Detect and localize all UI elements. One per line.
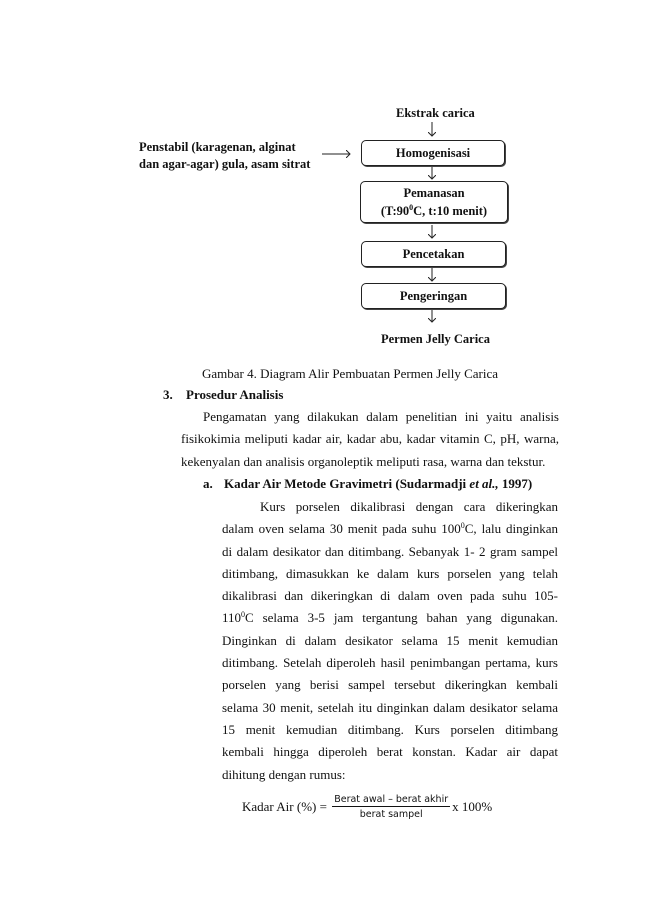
sub-line-9: porselen yang berisi sampel tersebut dikeringkan kembali (222, 677, 558, 693)
sub-line-8: ditimbang. Setelah diperoleh hasil penimbangan pertama, kurs (222, 655, 558, 671)
formula-rhs: x 100% (452, 799, 493, 814)
flow-step-pengeringan-label: Pengeringan (399, 289, 468, 303)
flow-side-input-line2: dan agar-agar) gula, asam sitrat (139, 157, 311, 171)
subsection-title: Kadar Air Metode Gravimetri (Sudarmadji et al., 1997) (224, 476, 533, 491)
flow-step-homogenisasi-label: Homogenisasi (395, 146, 471, 160)
section-line-1: Pengamatan yang dilakukan dalam penelitian ini yaitu analisis (203, 409, 559, 424)
sub-line-3: di dalam desikator dan ditimbang. Sebanyak 1- 2 gram sampel (222, 543, 558, 559)
flow-step-pemanasan-params: ($T:90^0C$, t:10 menit) (380, 203, 488, 218)
figure-caption: Gambar 4. Diagram Alir Pembuatan Permen Jelly Carica (202, 366, 499, 381)
flow-step-pemanasan (360, 181, 508, 223)
sub-line-4: ditimbang, dimasukkan ke dalam kurs porselen yang telah (222, 565, 558, 581)
flow-step-pengeringan (361, 283, 506, 309)
subsection-heading (203, 476, 532, 492)
flow-top-label: Ekstrak carica (396, 106, 475, 120)
formula-lhs: Kadar Air (%) = (242, 799, 331, 814)
flow-bottom-label: Permen Jelly Carica (381, 332, 490, 346)
subsection-letter: a. (203, 476, 213, 491)
flow-step-pencetakan (361, 241, 506, 267)
sub-line-11: 15 menit kemudian ditimbang. Kurs porselen ditimbang (222, 721, 558, 737)
section-paragraph (181, 406, 559, 473)
flow-arrows (0, 0, 650, 360)
flow-side-input (139, 139, 310, 173)
section-line-2: fisikokimia meliputi kadar air, kadar abu, kadar vitamin C, pH, warna, (181, 431, 559, 447)
kadar-air-formula (242, 794, 492, 820)
sub-line-1: Kurs porselen dikalibrasi dengan cara dikeringkan (260, 499, 558, 514)
sub-line-5: dikalibrasi dan dikeringkan di dalam oven pada suhu 105- (222, 588, 558, 604)
sub-line-2: dalam oven selama 30 menit pada suhu $100^0C$, lalu dinginkan (222, 521, 558, 537)
formula-denominator: berat sampel (359, 809, 423, 820)
section-heading (163, 387, 283, 403)
sub-line-7: Dinginkan di dalam desikator selama 15 menit kemudian (222, 632, 558, 648)
flow-side-input-line1: Penstabil (karagenan, alginat (139, 140, 296, 154)
sub-line-6: $110^0C$ selama 3-5 jam tergantung bahan yang digunakan. (222, 610, 558, 626)
flow-step-homogenisasi (361, 140, 505, 166)
formula-numerator: Berat awal – berat akhir (334, 794, 449, 805)
section-number: 3. (163, 387, 173, 402)
sub-line-10: selama 30 menit, setelah itu dinginkan dalam desikator selama (222, 699, 558, 715)
sub-line-13: dihitung dengan rumus: (222, 766, 346, 782)
flow-step-pencetakan-label: Pencetakan (402, 247, 465, 261)
section-line-3: kekenyalan dan analisis organoleptik meliputi rasa, warna dan tekstur. (181, 453, 546, 469)
section-title: Prosedur Analisis (186, 387, 284, 402)
sub-line-12: kembali hingga diperoleh berat konstan. Kadar air dapat (222, 744, 558, 760)
subsection-paragraph (222, 496, 558, 786)
formula-fraction (332, 794, 450, 820)
flow-step-pemanasan-label: Pemanasan (403, 186, 465, 200)
